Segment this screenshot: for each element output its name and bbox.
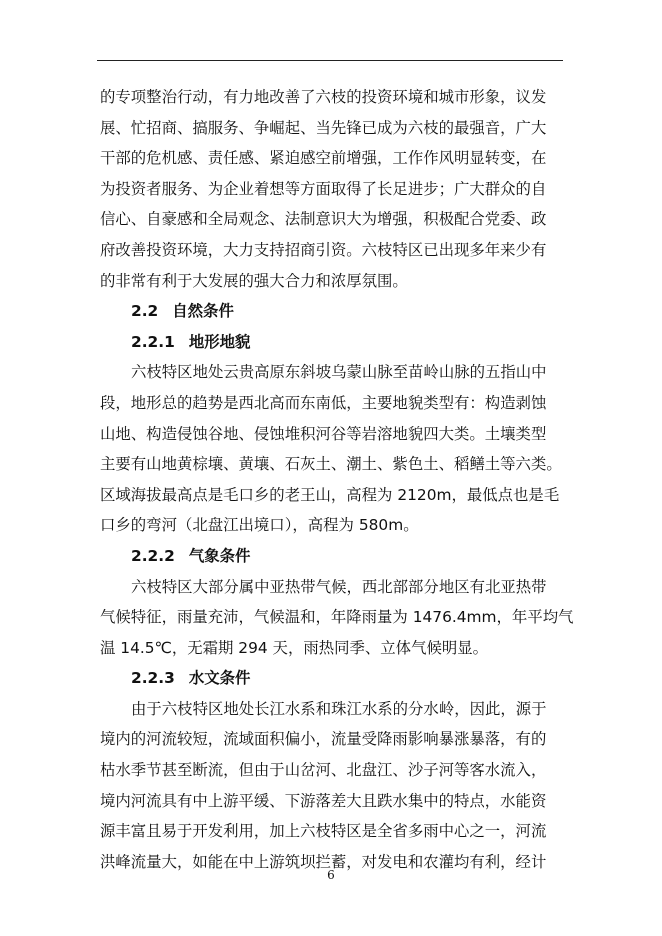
text-line: 干部的危机感、责任感、紧迫感空前增强，工作作风明显转变，在 (100, 149, 547, 168)
section-number: 2.2.2 (131, 546, 175, 565)
section-number: 2.2.3 (131, 669, 175, 688)
text-line: 的非常有利于大发展的强大合力和浓厚氛围。 (100, 271, 408, 290)
text-line: 的专项整治行动，有力地改善了六枝的投资环境和城市形象，议发 (100, 88, 547, 106)
page-number: 6 (327, 868, 335, 882)
paragraph (100, 82, 562, 296)
section-heading (100, 327, 562, 358)
text-line: 展、忙招商、搞服务、争崛起、当先锋已成为六枝的最强音，广大 (100, 118, 547, 137)
text-line: 境内河流具有中上游平缓、下游落差大且跌水集中的特点，水能资 (100, 791, 547, 810)
section-heading (100, 541, 562, 572)
text-line: 口乡的弯河（北盘江出境口），高程为 580m。 (100, 516, 419, 535)
text-line: 区域海拔最高点是毛口乡的老王山，高程为 2120m，最低点也是毛 (100, 485, 560, 504)
paragraph (100, 357, 562, 541)
section-title: 自然条件 (172, 302, 234, 321)
text-line: 由于六枝特区地处长江水系和珠江水系的分水岭，因此，源于 (131, 699, 547, 718)
text-line: 枯水季节甚至断流，但由于山岔河、北盘江、沙子河等客水流入， (100, 761, 547, 780)
text-line: 山地、构造侵蚀谷地、侵蚀堆积河谷等岩溶地貌四大类。土壤类型 (100, 424, 547, 443)
section-number: 2.2 (131, 302, 159, 321)
text-line: 主要有山地黄棕壤、黄壤、石灰土、潮土、紫色土、稻鳝土等六类。 (100, 455, 562, 474)
text-line: 气候特征，雨量充沛，气候温和，年降雨量为 1476.4mm，年平均气 (100, 608, 574, 627)
text-line: 境内的河流较短，流域面积偏小，流量受降雨影响暴涨暴落，有的 (100, 730, 547, 749)
text-line: 六枝特区地处云贵高原东斜坡乌蒙山脉至苗岭山脉的五指山中 (131, 363, 547, 382)
text-line: 洪峰流量大，如能在中上游筑坝拦蓄，对发电和农灌均有利，经计 (100, 852, 547, 871)
section-title: 气象条件 (188, 546, 251, 565)
paragraph (100, 572, 574, 664)
text-line: 信心、自豪感和全局观念、法制意识大为增强，积极配合党委、政 (100, 210, 547, 229)
text-line: 六枝特区大部分属中亚热带气候，西北部部分地区有北亚热带 (131, 577, 547, 596)
paragraph (100, 694, 562, 878)
section-heading (100, 663, 562, 694)
text-line: 府改善投资环境，大力支持招商引资。六枝特区已出现多年来少有 (100, 240, 547, 259)
page-body (100, 82, 574, 877)
section-title: 地形地貌 (188, 332, 251, 351)
text-line: 源丰富且易于开发利用，加上六枝特区是全省多雨中心之一，河流 (100, 822, 547, 841)
text-line: 为投资者服务、为企业着想等方面取得了长足进步；广大群众的自 (100, 179, 547, 198)
text-line: 温 14.5℃，无霜期 294 天，雨热同季、立体气候明显。 (100, 638, 489, 657)
section-title: 水文条件 (188, 669, 251, 688)
section-number: 2.2.1 (131, 332, 175, 351)
section-heading (100, 296, 562, 327)
text-line: 段，地形总的趋势是西北高而东南低，主要地貌类型有：构造剥蚀 (100, 393, 547, 412)
header-rule (97, 60, 563, 61)
